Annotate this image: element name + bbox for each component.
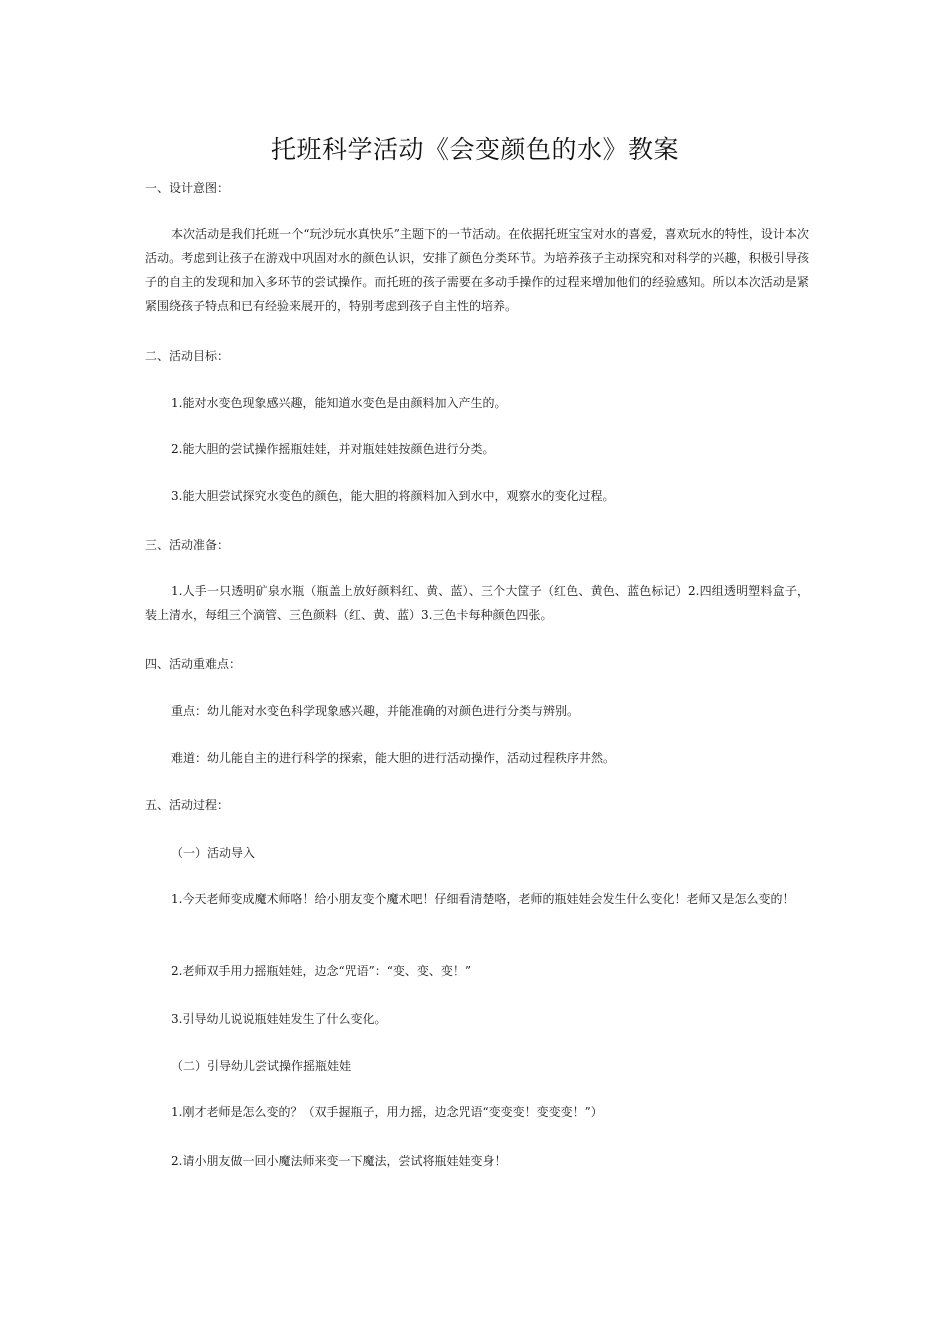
section-heading-process: 五、活动过程： <box>145 798 230 812</box>
difficult-point-text: 难道：幼儿能自主的进行科学的探索，能大胆的进行活动操作，活动过程秩序井然。 <box>171 751 616 765</box>
process-part-1-step-1: 1.今天老师变成魔术师咯！给小朋友变个魔术吧！仔细看清楚咯，老师的瓶娃娃会发生什么变化！老师又是怎么变的！ <box>171 892 795 906</box>
process-part-1-step-2: 2.老师双手用力摇瓶娃娃，边念“咒语”：“变、变、变！” <box>171 964 471 978</box>
design-paragraph: 本次活动是我们托班一个“玩沙玩水真快乐”主题下的一节活动。在依据托班宝宝对水的喜爱，喜欢玩水的特性，设计本次活动。考虑到让孩子在游戏中巩固对水的颜色认识，安排了颜色分类环节。为培养孩子主动探究和对科学的兴趣，积极引导孩子的自主的发现和加入多环节的尝试操作。而托班的孩子需要在多动手操作的过程来增加他们的经验感知。所以本次活动是紧紧围绕孩子特点和已有经验来展开的，特别考虑到孩子自主性的培养。 <box>145 227 809 313</box>
process-part-2-step-2: 2.请小朋友做一回小魔法师来变一下魔法，尝试将瓶娃娃变身！ <box>171 1154 507 1168</box>
process-part-2-step-1: 1.刚才老师是怎么变的？（双手握瓶子，用力摇，边念咒语“变变变！变变变！”） <box>171 1105 603 1119</box>
process-part-2-heading: （二）引导幼儿尝试操作摇瓶娃娃 <box>171 1059 352 1073</box>
process-part-1-heading: （一）活动导入 <box>171 846 256 860</box>
section-heading-design: 一、设计意图： <box>145 181 230 195</box>
process-part-1-step-3: 3.引导幼儿说说瓶娃娃发生了什么变化。 <box>171 1012 387 1026</box>
document-title: 托班科学活动《会变颜色的水》教案 <box>270 135 679 164</box>
goal-item-1: 1.能对水变色现象感兴趣，能知道水变色是由颜料加入产生的。 <box>171 396 507 410</box>
preparation-paragraph: 1.人手一只透明矿泉水瓶（瓶盖上放好颜料红、黄、蓝）、三个大筐子（红色、黄色、蓝色标记）2.四组透明塑料盒子，装上清水，每组三个滴管、三色颜料（红、黄、蓝）3.三色卡每种颜色四张。 <box>145 584 809 622</box>
section-heading-preparation: 三、活动准备： <box>145 538 230 552</box>
goal-item-3: 3.能大胆尝试探究水变色的颜色，能大胆的将颜料加入到水中，观察水的变化过程。 <box>171 489 615 503</box>
section-heading-key-points: 四、活动重难点： <box>145 657 242 671</box>
section-heading-goals: 二、活动目标： <box>145 349 230 363</box>
goal-item-2: 2.能大胆的尝试操作摇瓶娃娃，并对瓶娃娃按颜色进行分类。 <box>171 442 495 456</box>
key-point-text: 重点：幼儿能对水变色科学现象感兴趣，并能准确的对颜色进行分类与辨别。 <box>171 704 580 718</box>
